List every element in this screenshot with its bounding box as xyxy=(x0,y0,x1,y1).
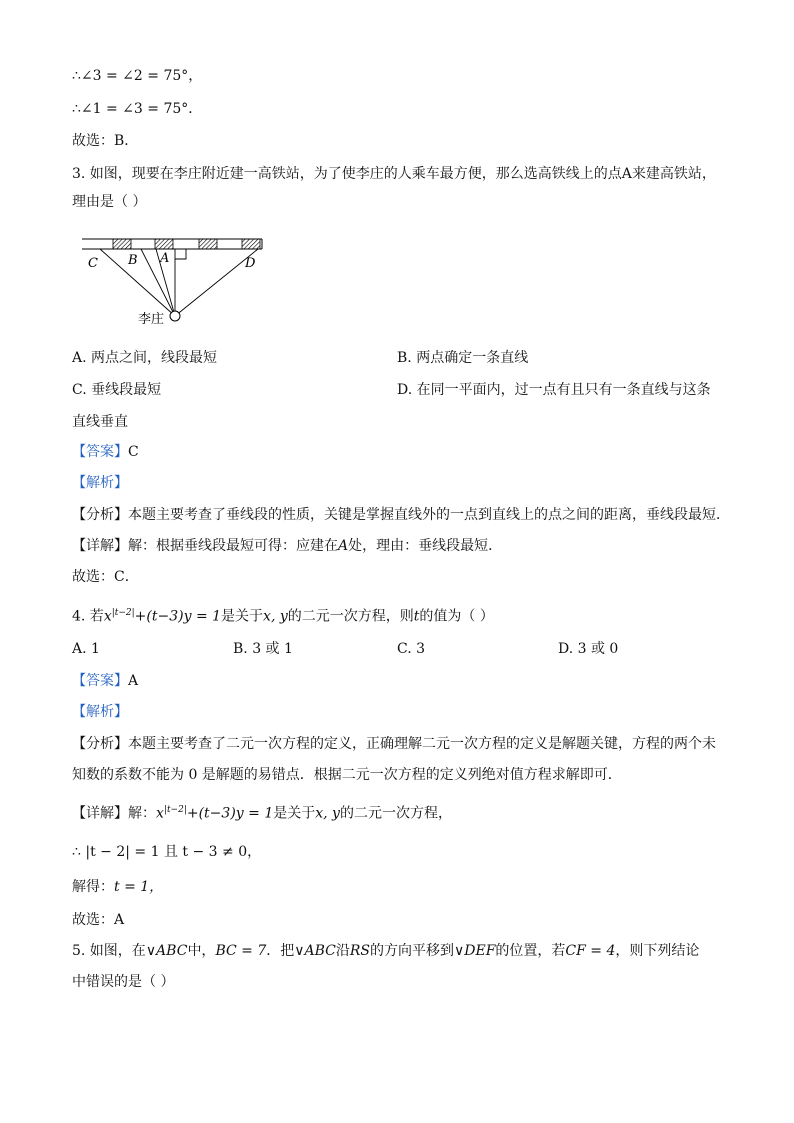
label-a: A xyxy=(160,251,170,266)
fenxi-tag: 【分析】 xyxy=(72,507,128,523)
q4-option-d: D. 3 或 0 xyxy=(558,641,619,657)
q4-option-a: A. 1 xyxy=(72,641,100,657)
proof-line-1: ∴∠3 = ∠2 = 75°， xyxy=(72,68,203,84)
q4-fenxi-line-1: 【分析】本题主要考查了二元一次方程的定义，正确理解二元一次方程的定义是解题关键，方程的两个未 xyxy=(72,736,716,752)
q3-detail: 【详解】解：根据垂线段最短可得：应建在A处，理由：垂线段最短． xyxy=(72,538,503,554)
q4-option-b: B. 3 或 1 xyxy=(233,641,293,657)
q3-option-b: B. 两点确定一条直线 xyxy=(397,350,529,366)
fenxi-text: 本题主要考查了垂线段的性质，关键是掌握直线外的一点到直线上的点之间的距离，垂线段最短． xyxy=(128,507,730,523)
q4-detail: 【详解】解：$x^{|t-2|}+(t-3)y = 1$是关于x, y的二元一次方程， xyxy=(72,805,452,822)
question-4-text: 4. 若$x^{|t-2|}+(t-3)y = 1$是关于x, y的二元一次方程，则t的值为（ ） xyxy=(72,608,494,625)
q3-answer xyxy=(72,443,139,461)
q4-step-2: 解得：t = 1， xyxy=(72,879,164,895)
q3-option-d-continued: 直线垂直 xyxy=(72,414,128,430)
railway-line xyxy=(82,239,262,249)
rail-figure xyxy=(78,232,278,328)
q3-fenxi xyxy=(72,506,730,524)
q3-option-a: A. 两点之间，线段最短 xyxy=(72,350,218,366)
question-3-text-line-1: 3. 如图，现要在李庄附近建一高铁站，为了使李庄的人乘车最方便，那么选高铁线上的点A来建高铁站， xyxy=(72,166,716,182)
proof-line-2: ∴∠1 = ∠3 = 75°． xyxy=(72,101,203,117)
q4-choice: 故选：A xyxy=(72,912,125,928)
question-3-text-line-2: 理由是（ ） xyxy=(72,194,147,210)
label-b: B xyxy=(128,253,138,268)
q3-option-c: C. 垂线段最短 xyxy=(72,382,162,398)
label-c: C xyxy=(88,256,98,271)
proof-choice: 故选：B． xyxy=(72,133,139,149)
q4-fenxi-line-2: 知数的系数不能为 0 是解题的易错点．根据二元一次方程的定义列绝对值方程求解即可． xyxy=(72,767,622,783)
detail-tag: 【详解】 xyxy=(72,538,128,554)
q3-analysis-tag: 【解析】 xyxy=(72,475,128,491)
q4-step-1: ∴ |t − 2| = 1 且 t − 3 ≠ 0， xyxy=(72,844,262,860)
q3-option-d: D. 在同一平面内，过一点有且只有一条直线与这条 xyxy=(397,382,711,398)
q3-choice: 故选：C． xyxy=(72,569,139,585)
answer-value: C xyxy=(128,444,139,460)
question-5-line-2: 中错误的是（ ） xyxy=(72,974,175,990)
q4-analysis-tag: 【解析】 xyxy=(72,704,128,720)
q4-option-c: C. 3 xyxy=(397,641,426,657)
label-d: D xyxy=(245,256,256,271)
q4-answer: 【答案】A xyxy=(72,673,139,689)
village-point xyxy=(170,311,180,321)
village-label: 李庄 xyxy=(138,312,165,327)
answer-tag: 【答案】 xyxy=(72,444,128,460)
right-angle-mark xyxy=(175,249,186,259)
question-5-line-1: 5. 如图，在∨ABC中，BC = 7．把∨ABC沿RS的方向平移到∨DEF的位置，若CF = 4，则下列结论 xyxy=(72,943,700,959)
